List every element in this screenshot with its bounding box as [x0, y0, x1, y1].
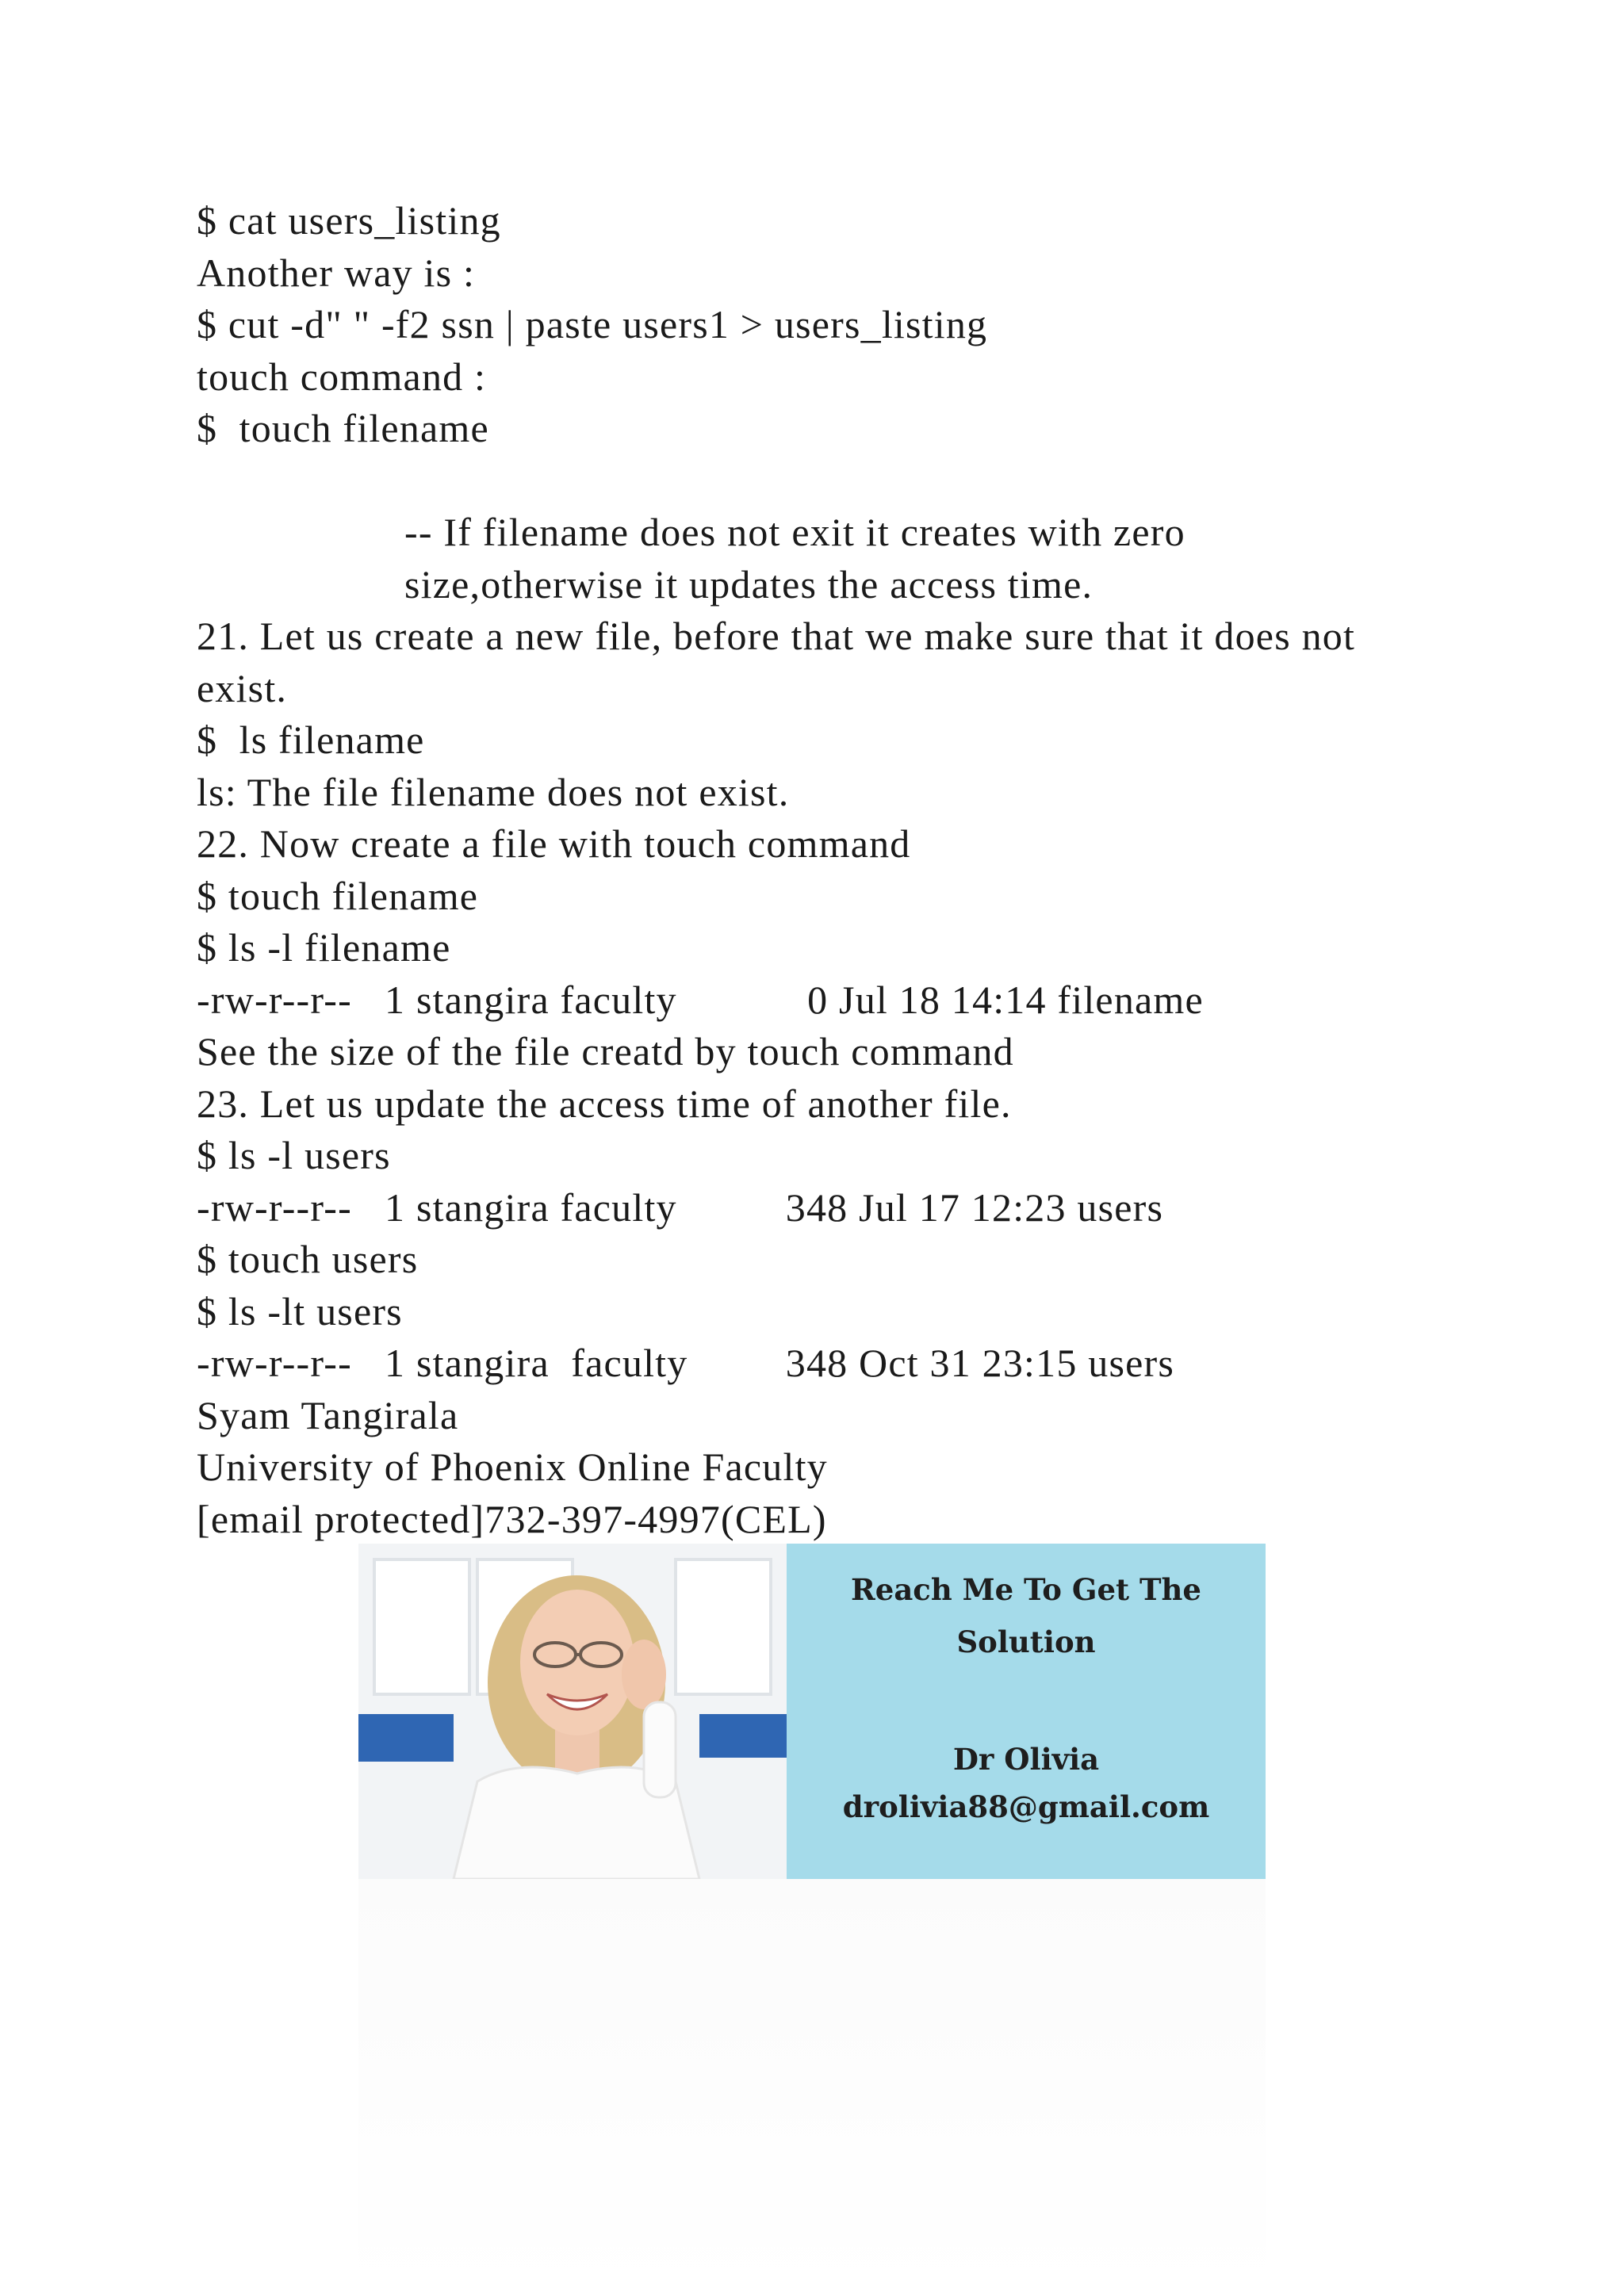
text-line: $ ls -lt users	[197, 1288, 403, 1334]
text-line: $ touch filename	[197, 406, 489, 450]
author-contact: [email protected]732-397-4997(CEL)	[197, 1496, 827, 1541]
banner-headline: Reach Me To Get The	[851, 1572, 1201, 1607]
image-margin-shadow	[358, 1879, 1266, 2296]
contact-info-panel	[787, 1544, 1266, 1879]
text-line: -rw-r--r-- 1 stangira faculty 348 Oct 31 23:15 users	[197, 1341, 1174, 1385]
author-affiliation: University of Phoenix Online Faculty	[197, 1445, 828, 1489]
text-line: ls: The file filename does not exist.	[197, 769, 790, 814]
text-paragraph: -- If filename does not exit it creates with zero size,otherwise it updates the access time.	[404, 510, 1185, 607]
contact-email[interactable]: drolivia88@gmail.com	[842, 1789, 1210, 1824]
text-line: $ ls -l users	[197, 1133, 391, 1177]
contact-name: Dr Olivia	[952, 1742, 1100, 1777]
text-line: $ cat users_listing	[197, 198, 501, 243]
text-line: $ touch filename	[197, 873, 479, 918]
text-line: $ ls filename	[197, 718, 425, 762]
photo-illustration	[358, 1544, 787, 1879]
text-line: touch command :	[197, 354, 487, 399]
document-text	[197, 195, 1434, 1545]
text-line: Another way is :	[197, 250, 476, 295]
smiling-woman-photo	[358, 1544, 787, 1879]
text-line: 22. Now create a file with touch command	[197, 821, 911, 866]
text-line: $ touch users	[197, 1237, 419, 1281]
text-line: -rw-r--r-- 1 stangira faculty 0 Jul 18 14:14 filename	[197, 977, 1204, 1022]
text-line: -rw-r--r-- 1 stangira faculty 348 Jul 17 12:23 users	[197, 1184, 1164, 1230]
banner-headline-second: Solution	[956, 1624, 1096, 1659]
text-line: $ cut -d" " -f2 ssn | paste users1 > users_listing	[197, 302, 988, 346]
contact-banner[interactable]	[358, 1544, 1266, 1879]
text-paragraph: 21. Let us create a new file, before that we make sure that it does not exist.	[197, 614, 1356, 710]
text-line: See the size of the file creatd by touch command	[197, 1029, 1014, 1073]
text-line: 23. Let us update the access time of another file.	[197, 1081, 1012, 1126]
author-name: Syam Tangirala	[197, 1392, 459, 1437]
blank-line	[197, 455, 1434, 507]
text-line: $ ls -l filename	[197, 925, 451, 970]
